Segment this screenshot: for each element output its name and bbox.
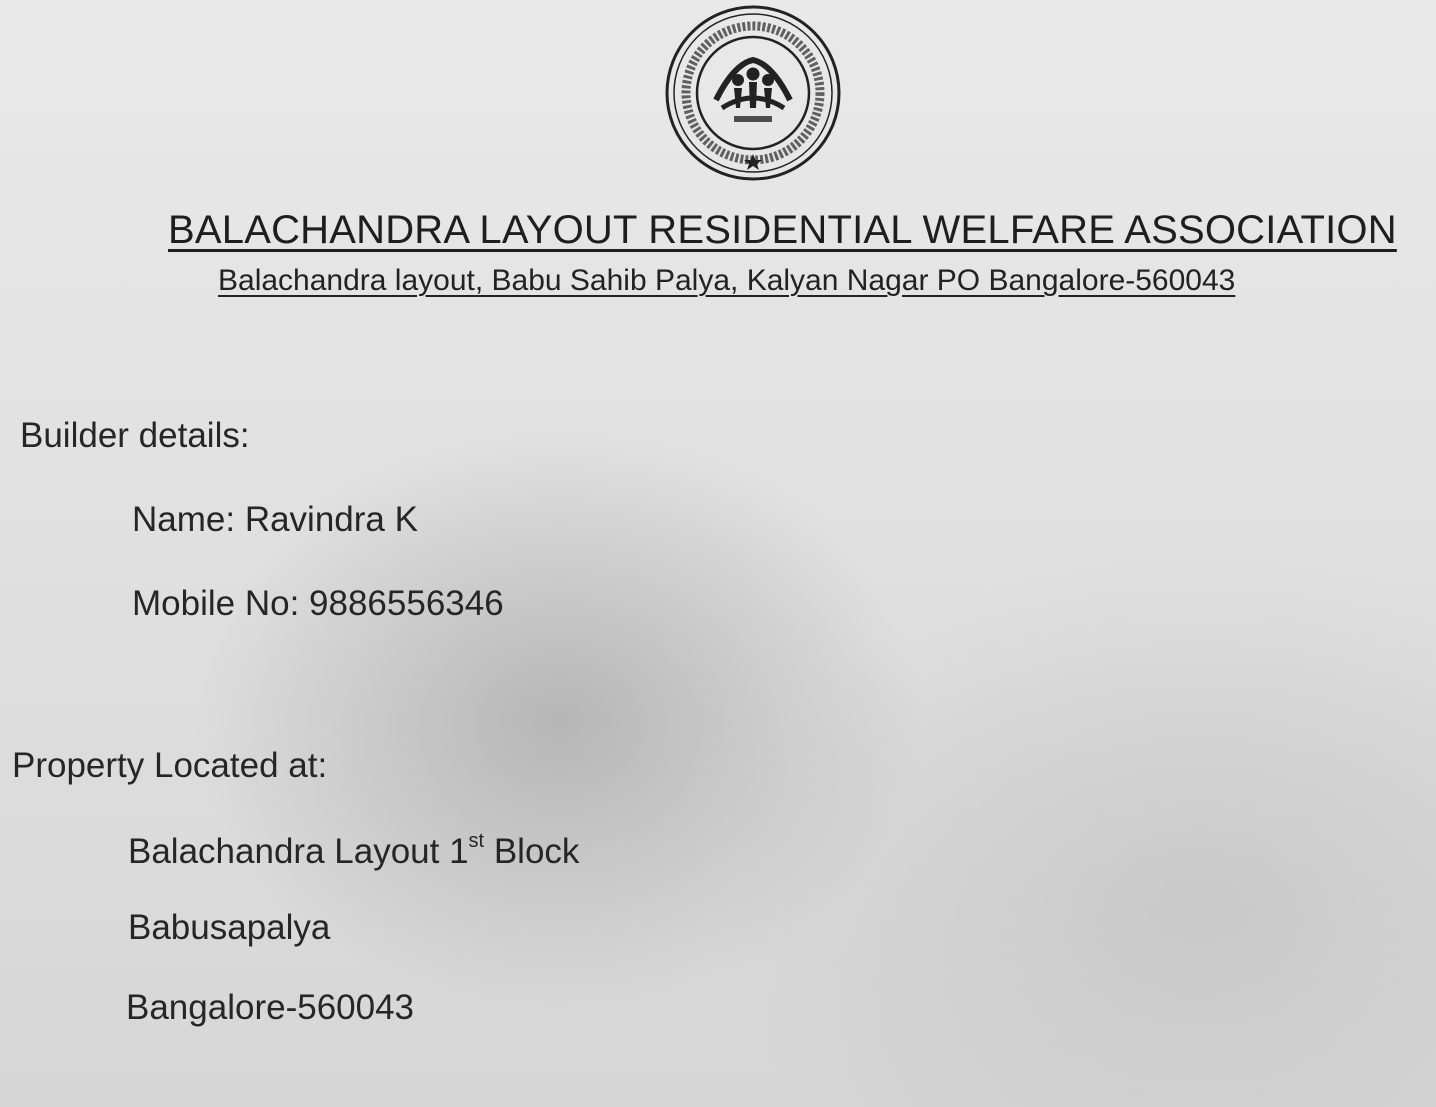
builder-name-line — [132, 500, 418, 540]
property-line1-end: Block — [484, 832, 580, 871]
builder-mobile-label: Mobile No: — [132, 584, 310, 623]
builder-mobile-line — [132, 584, 504, 624]
property-line1-text: Balachandra Layout 1 — [128, 832, 469, 871]
builder-mobile-value: 9886556346 — [309, 584, 504, 623]
property-line1-ordinal: st — [468, 830, 485, 852]
property-location-heading: Property Located at: — [12, 746, 328, 785]
association-address: Balachandra layout, Babu Sahib Palya, Kalyan Nagar PO Bangalore-560043 — [218, 264, 1236, 297]
builder-name-label: Name: — [132, 500, 245, 539]
property-address-line-1 — [128, 832, 579, 872]
builder-name-value: Ravindra K — [244, 500, 418, 539]
association-title: BALACHANDRA LAYOUT RESIDENTIAL WELFARE ASSOCIATION — [168, 208, 1397, 252]
property-address-line-3: Bangalore-560043 — [126, 988, 415, 1027]
association-seal-icon — [664, 4, 842, 182]
property-address-line-2: Babusapalya — [128, 908, 331, 947]
builder-details-heading: Builder details: — [20, 416, 250, 455]
